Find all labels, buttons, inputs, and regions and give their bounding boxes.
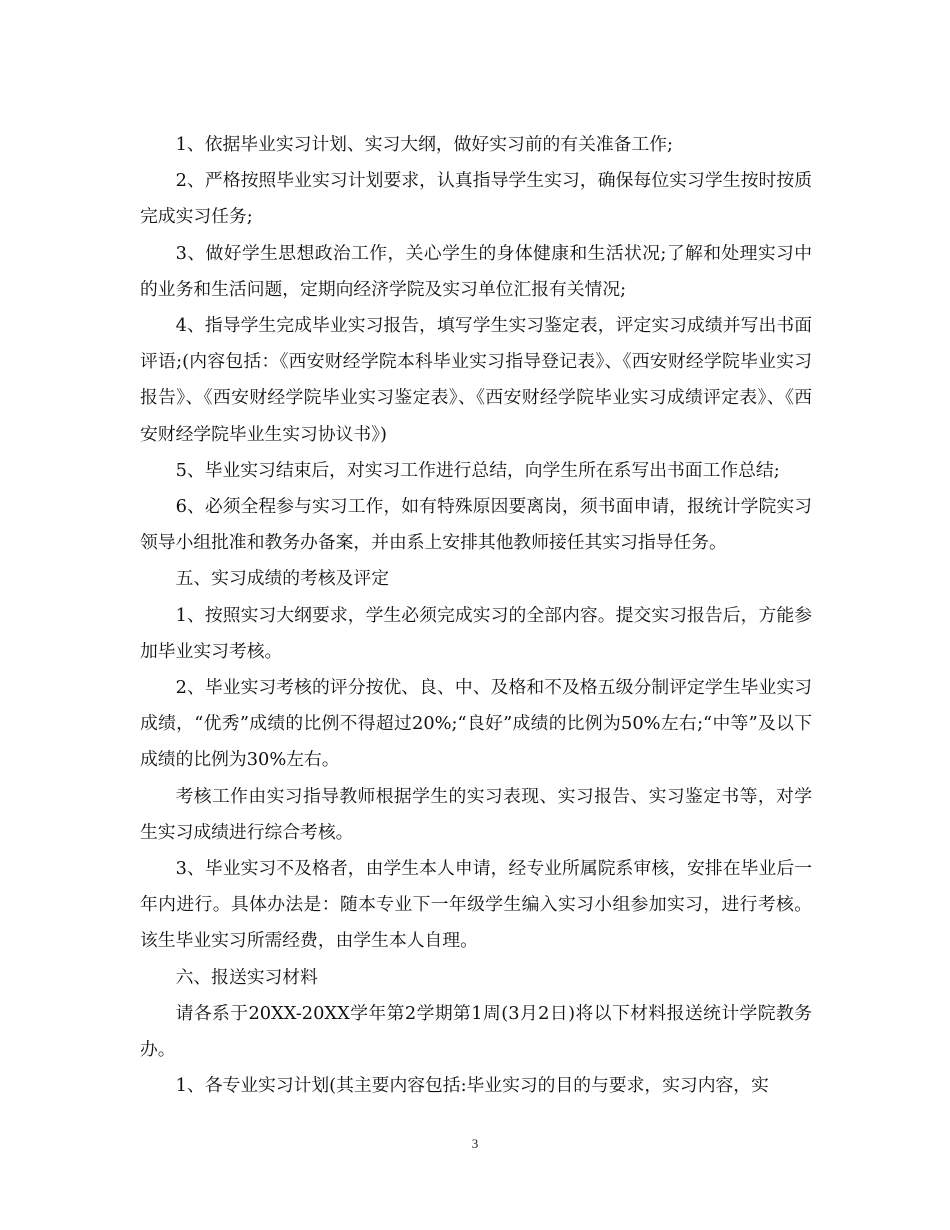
paragraph-duty-4: 4、指导学生完成毕业实习报告，填写学生实习鉴定表，评定实习成绩并写出书面评语;(内容包括：《西安财经学院本科毕业实习指导登记表》、《西安财经学院毕业实习报告》、《西安财经学院毕业实习鉴定表》、《西安财经学院毕业实习成绩评定表》、《西安财经学院毕业生实习协议书》) <box>140 315 812 445</box>
paragraph-assessment-2: 2、毕业实习考核的评分按优、良、中、及格和不及格五级分制评定学生毕业实习成绩，“优秀”成绩的比例不得超过20%;“良好”成绩的比例为50%左右;“中等”及以下成绩的比例为30%左右。 <box>140 677 812 771</box>
document-body <box>140 127 812 1104</box>
paragraph-materials-intro: 请各系于20XX-20XX学年第2学期第1周(3月2日)将以下材料报送统计学院教务办。 <box>140 1002 812 1061</box>
paragraph-assessment-note: 考核工作由实习指导教师根据学生的实习表现、实习报告、实习鉴定书等，对学生实习成绩进行综合考核。 <box>140 785 812 843</box>
paragraph-assessment-3: 3、毕业实习不及格者，由学生本人申请，经专业所属院系审核，安排在毕业后一年内进行。具体办法是：随本专业下一年级学生编入实习小组参加实习，进行考核。该生毕业实习所需经费，由学生本人自理。 <box>140 858 812 952</box>
paragraph-duty-5: 5、毕业实习结束后，对实习工作进行总结，向学生所在系写出书面工作总结; <box>175 459 780 481</box>
paragraph-duty-1: 1、依据毕业实习计划、实习大纲，做好实习前的有关准备工作; <box>175 134 673 155</box>
section-heading-assessment: 五、实习成绩的考核及评定 <box>175 568 389 590</box>
paragraph-duty-6: 6、必须全程参与实习工作，如有特殊原因要离岗，须书面申请，报统计学院实习领导小组批准和教务办备案，并由系上安排其他教师接任其实习指导任务。 <box>140 496 812 554</box>
page-number: 3 <box>471 1136 479 1151</box>
section-heading-materials: 六、报送实习材料 <box>175 966 318 988</box>
paragraph-assessment-1: 1、按照实习大纲要求，学生必须完成实习的全部内容。提交实习报告后，方能参加毕业实习考核。 <box>140 604 812 662</box>
paragraph-duty-3: 3、做好学生思想政治工作，关心学生的身体健康和生活状况;了解和处理实习中的业务和生活问题，定期向经济学院及实习单位汇报有关情况; <box>140 242 812 300</box>
paragraph-duty-2: 2、严格按照毕业实习计划要求，认真指导学生实习，确保每位实习学生按时按质完成实习任务; <box>140 170 812 228</box>
paragraph-materials-1: 1、各专业实习计划(其主要内容包括:毕业实习的目的与要求，实习内容，实 <box>175 1075 769 1097</box>
